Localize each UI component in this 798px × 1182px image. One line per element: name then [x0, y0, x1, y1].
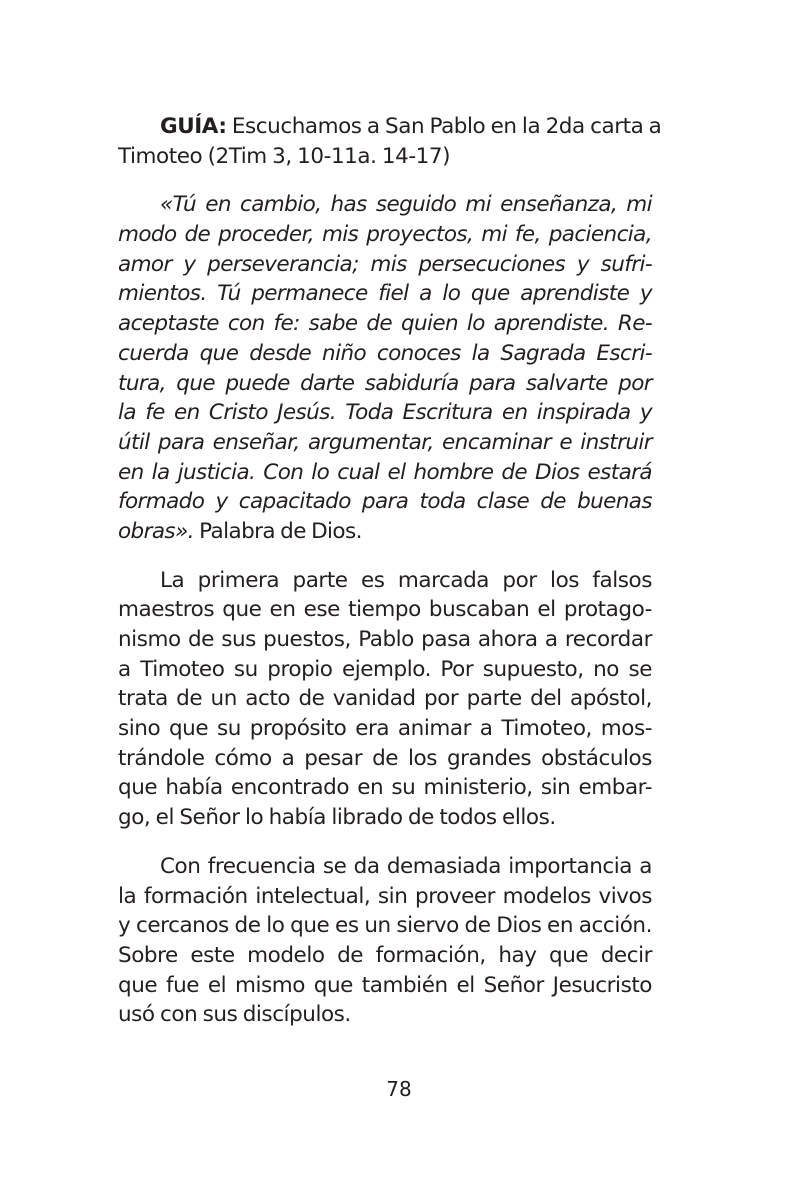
text-line: amor y perseverancia; mis persecuciones y sufri-	[118, 251, 652, 277]
text-line: y cercanos de lo que es un siervo de Dios en acción.	[118, 913, 652, 939]
text-line	[118, 112, 662, 142]
text-line: formado y capacitado para toda clase de buenas	[118, 489, 652, 515]
commentary-paragraph-1	[118, 566, 652, 833]
commentary-paragraph-2	[118, 852, 652, 1030]
text-line: la formación intelectual, sin proveer modelos vivos	[118, 883, 652, 909]
text-line: sino que su propósito era animar a Timoteo, mos-	[118, 716, 652, 742]
text-line: maestros que en ese tiempo buscaban el protago-	[118, 597, 652, 623]
text-line: útil para enseñar, argumentar, encaminar e instruir	[118, 429, 652, 455]
reading-closing: Palabra de Dios.	[193, 518, 362, 544]
page-number: 78	[386, 1077, 412, 1101]
text-line: tura, que puede darte sabiduría para salvarte por	[118, 370, 652, 396]
text-line: nismo de sus puestos, Pablo pasa ahora a recordar	[118, 627, 652, 652]
text-line: usó con sus discípulos.	[118, 1002, 351, 1028]
text-line: la fe en Cristo Jesús. Toda Escritura en inspirada y	[118, 400, 652, 426]
text-line: La primera parte es marcada por los falsos	[160, 567, 652, 593]
text-line: Sobre este modelo de formación, hay que decir	[118, 942, 652, 968]
text-line: Timoteo (2Tim 3, 10-11a. 14-17)	[118, 143, 451, 169]
scripture-reading	[118, 190, 652, 546]
reading-end: obras».	[118, 518, 194, 544]
text-line: a Timoteo su propio ejemplo. Por supuesto, no se	[118, 656, 652, 682]
text-line: mientos. Tú permanece fiel a lo que aprendiste y	[118, 281, 652, 307]
guide-text: Escuchamos a San Pablo en la 2da carta a	[226, 114, 662, 139]
text-line: trándole cómo a pesar de los grandes obstáculos	[118, 745, 652, 771]
text-line: aceptaste con fe: sabe de quien lo aprendiste. Re-	[118, 311, 652, 337]
page-body	[118, 112, 662, 1049]
text-line	[118, 517, 652, 547]
text-line: go, el Señor lo había librado de todos ellos.	[118, 805, 556, 831]
text-line: cuerda que desde niño conoces la Sagrada Escri-	[118, 340, 652, 366]
text-line: modo de proceder, mis proyectos, mi fe, paciencia,	[118, 222, 652, 248]
text-line: que fue el mismo que también el Señor Jesucristo	[118, 972, 652, 998]
text-line: trata de un acto de vanidad por parte del apóstol,	[118, 686, 652, 712]
text-line: en la justicia. Con lo cual el hombre de Dios estará	[118, 459, 652, 485]
text-line: «Tú en cambio, has seguido mi enseñanza, mi	[160, 192, 652, 218]
guide-paragraph	[118, 112, 662, 171]
text-line: que había encontrado en su ministerio, sin embar-	[118, 775, 652, 801]
text-line: Con frecuencia se da demasiada importancia a	[160, 853, 652, 879]
guide-label: GUÍA:	[160, 114, 227, 139]
